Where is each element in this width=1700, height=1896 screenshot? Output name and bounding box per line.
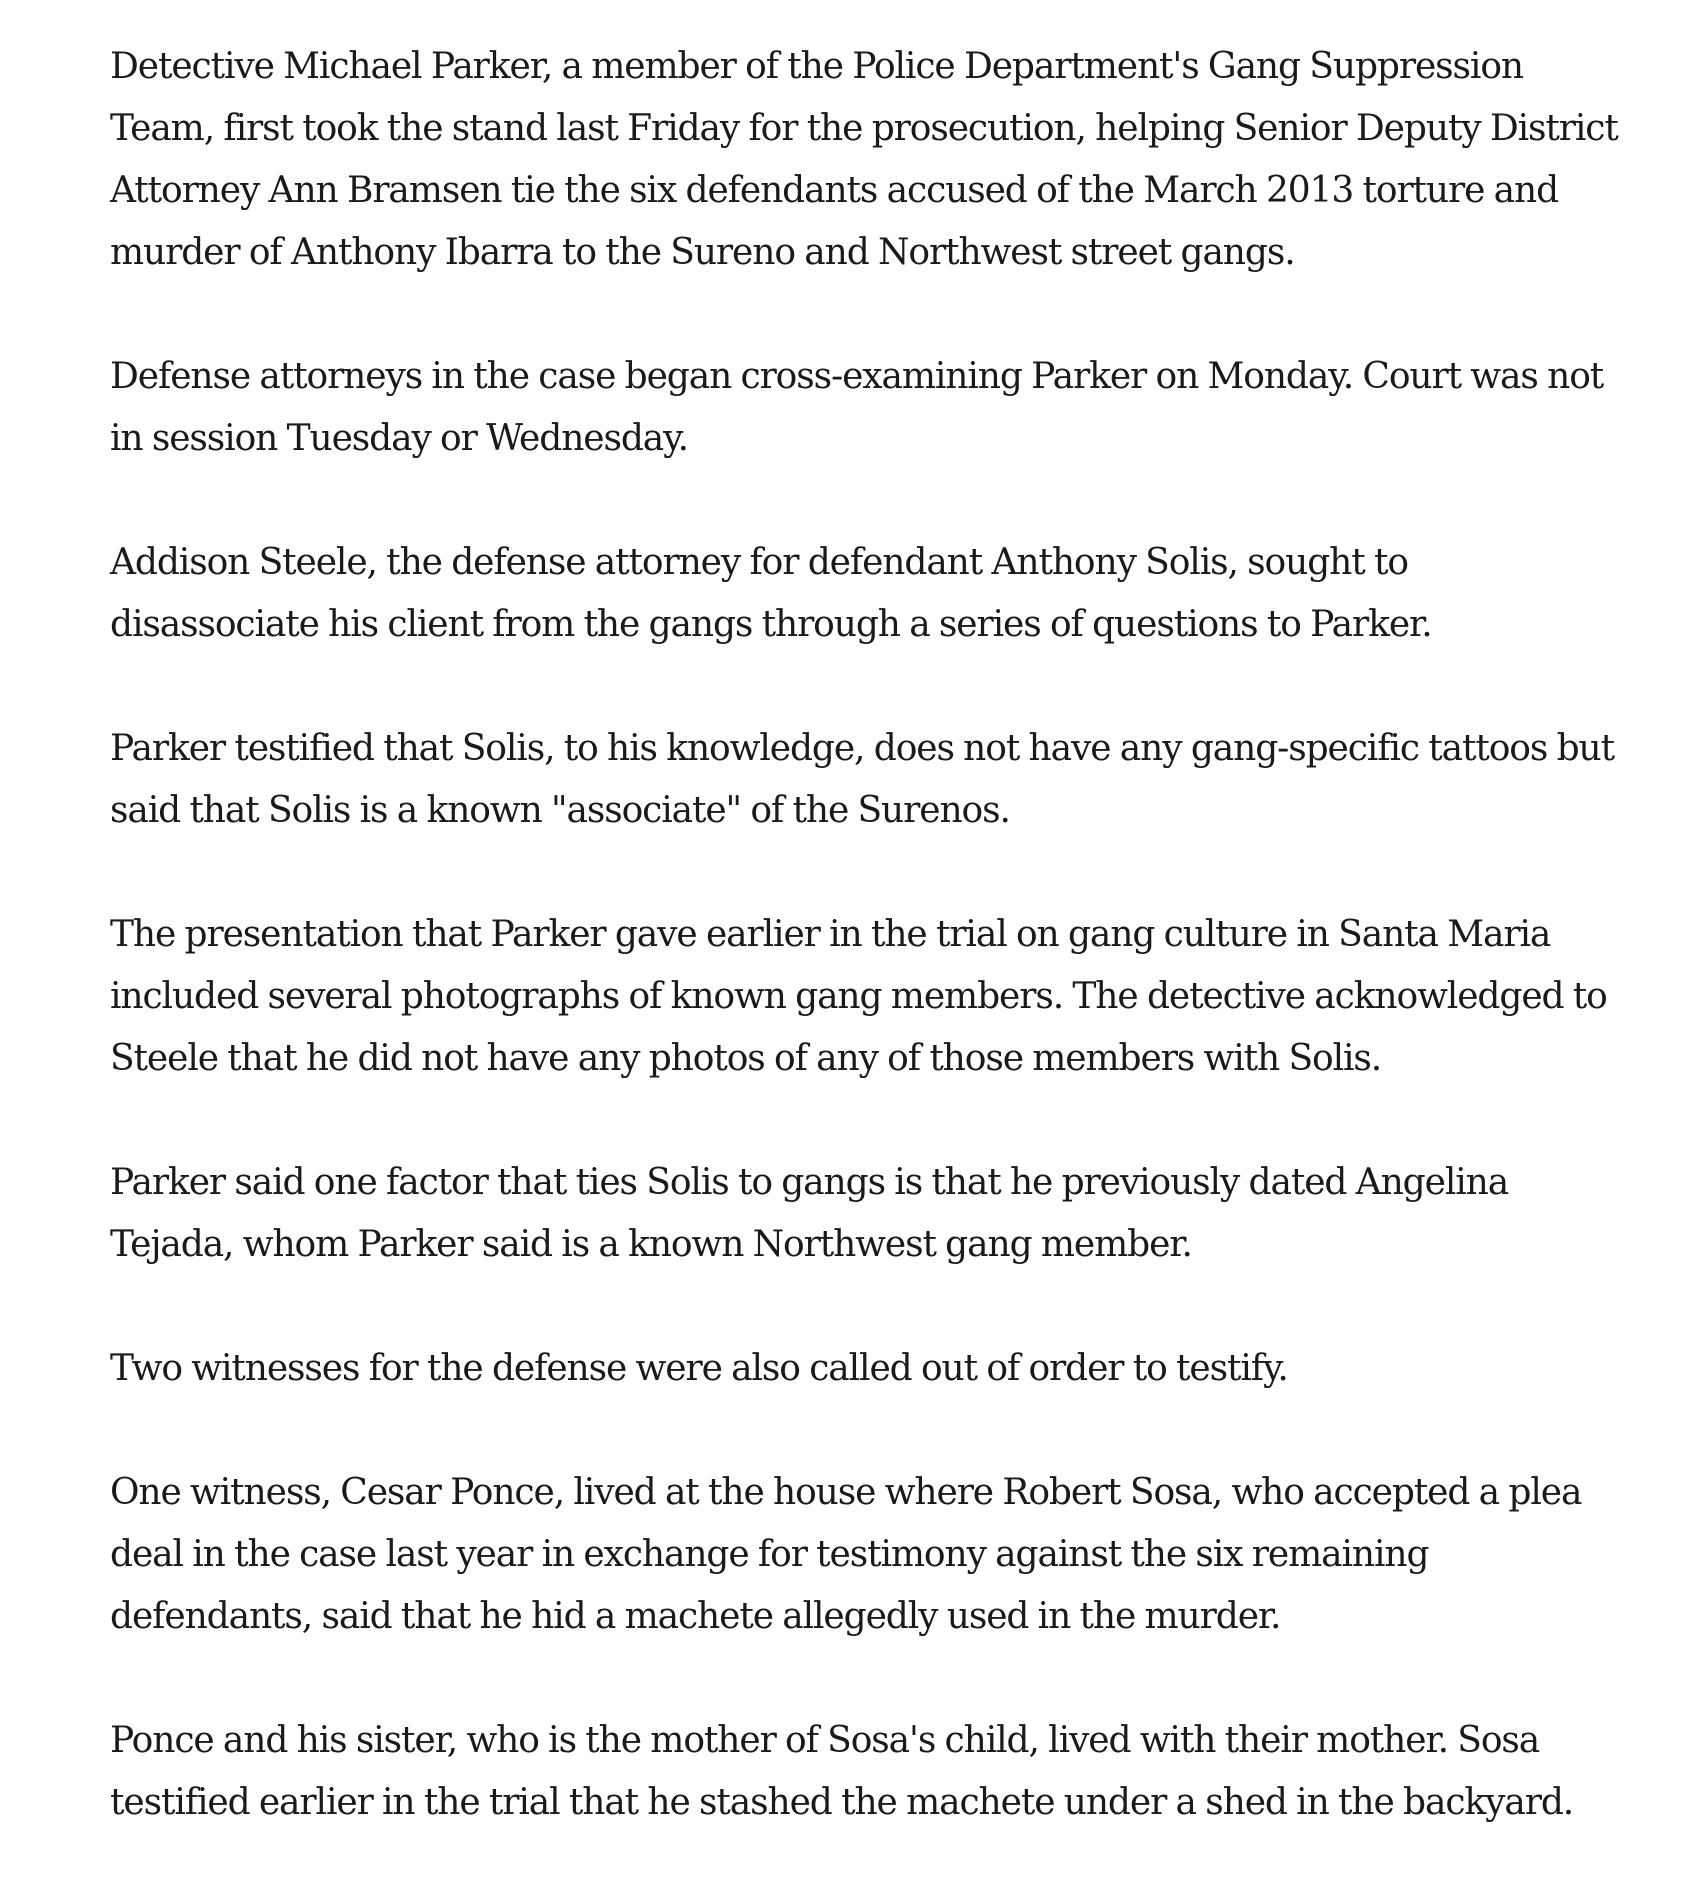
paragraph: Two witnesses for the defense were also called out of order to testify.: [110, 1348, 1288, 1389]
paragraph: The presentation that Parker gave earlier in the trial on gang culture in Santa Maria included several photographs of known gang members. The detective acknowledged to Steele that he did not have any photos of any of those members with Solis.: [110, 914, 1607, 1079]
paragraph: Detective Michael Parker, a member of the Police Department's Gang Suppression Team, first took the stand last Friday for the prosecution, helping Senior Deputy District Attorney Ann Bramsen tie the six defendants accused of the March 2013 torture and murder of Anthony Ibarra to the Sureno and Northwest street gangs.: [110, 46, 1618, 273]
paragraph: Addison Steele, the defense attorney for defendant Anthony Solis, sought to disassociate his client from the gangs through a series of questions to Parker.: [110, 542, 1432, 645]
paragraph: Parker testified that Solis, to his knowledge, does not have any gang-specific tattoos but said that Solis is a known "associate" of the Surenos.: [110, 728, 1614, 831]
paragraph: One witness, Cesar Ponce, lived at the house where Robert Sosa, who accepted a plea deal in the case last year in exchange for testimony against the six remaining defendants, said that he hid a machete allegedly used in the murder.: [110, 1472, 1582, 1637]
paragraph: Parker said one factor that ties Solis to gangs is that he previously dated Angelina Tejada, whom Parker said is a known Northwest gang member.: [110, 1162, 1509, 1265]
paragraph: Ponce and his sister, who is the mother of Sosa's child, lived with their mother. Sosa testified earlier in the trial that he stashed the machete under a shed in the backyard.: [110, 1720, 1574, 1823]
article-body: [110, 36, 1620, 1896]
paragraph: Defense attorneys in the case began cross-examining Parker on Monday. Court was not in session Tuesday or Wednesday.: [110, 356, 1604, 459]
